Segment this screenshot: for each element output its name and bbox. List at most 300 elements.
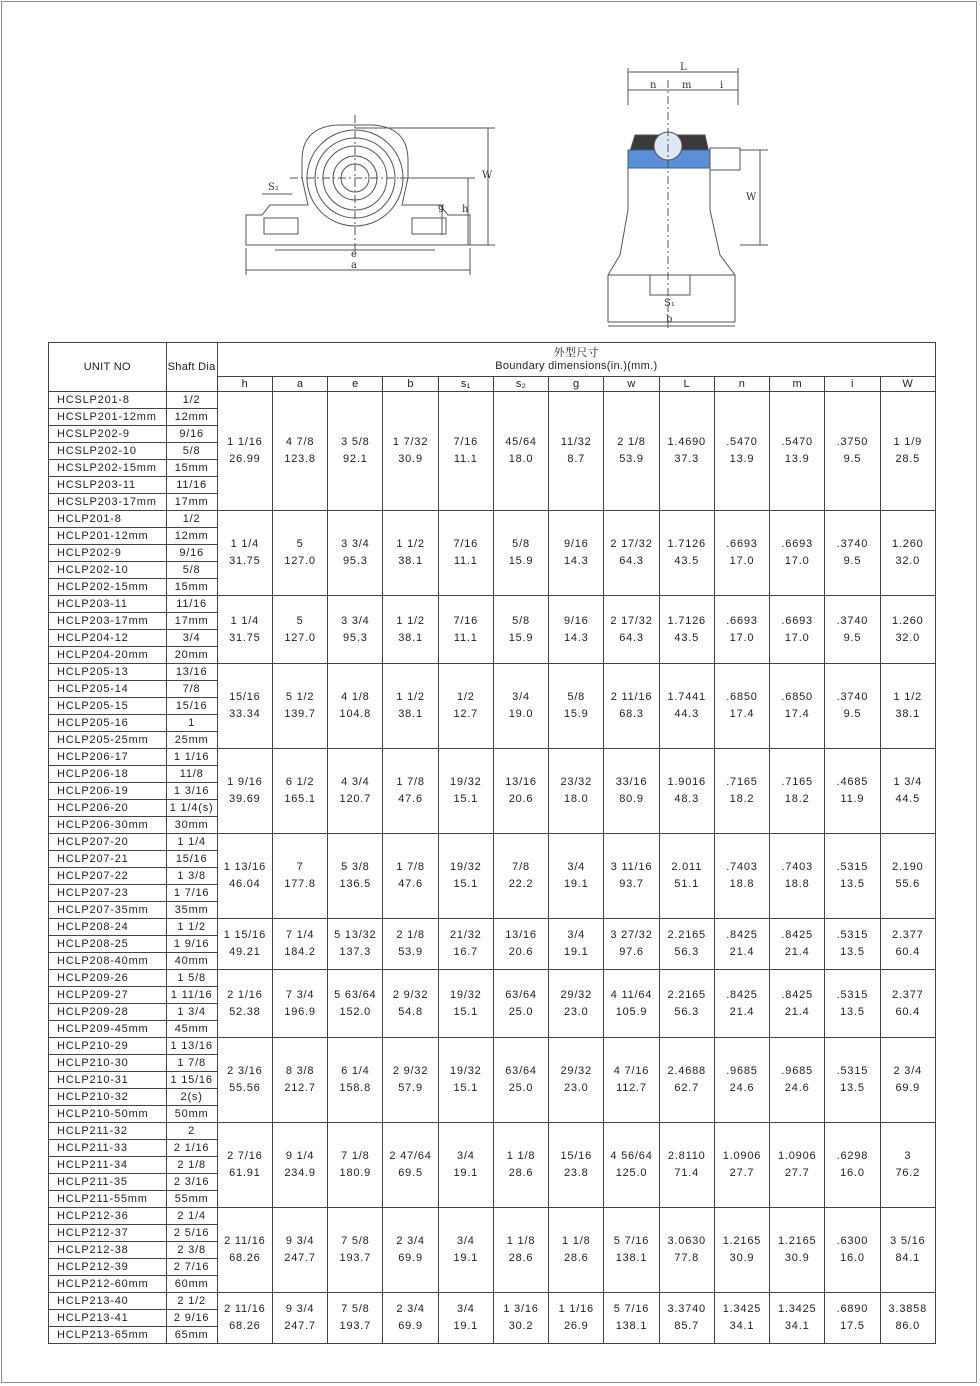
- dimension-mm: 18.0: [563, 793, 589, 805]
- dimension-inch: 9/16: [563, 538, 589, 550]
- dimension-mm: 26.99: [229, 453, 261, 465]
- dimension-inch: 1.2165: [722, 1235, 762, 1247]
- dim-header-1: a: [272, 377, 327, 392]
- dimension-mm: 9.5: [843, 708, 862, 720]
- dimension-mm: 68.3: [619, 708, 644, 720]
- dimension-cell: [825, 511, 880, 596]
- dimension-inch: 1 1/4: [230, 614, 260, 627]
- shaft-dia-cell: 1 3/16: [166, 783, 217, 800]
- dimension-mm: 61.91: [229, 1167, 261, 1179]
- unit-no-cell: HCLP211-55mm: [49, 1191, 167, 1208]
- boundary-header-cn: 外型尺寸: [553, 346, 599, 359]
- dimension-cell: [383, 1038, 438, 1123]
- dimension-inch: 3/4: [567, 861, 586, 873]
- dimension-inch: 2.4688: [667, 1065, 706, 1077]
- unit-no-cell: HCLP205-25mm: [49, 732, 167, 749]
- unit-no-cell: HCLP210-31: [49, 1072, 167, 1089]
- front-view: [246, 115, 495, 275]
- dimension-mm: 17.5: [840, 1320, 865, 1332]
- dim-header-3: b: [383, 377, 438, 392]
- dimension-cell: [549, 749, 604, 834]
- dimension-mm: 21.4: [784, 946, 810, 958]
- dimension-mm: 15.9: [508, 555, 534, 567]
- dimension-cell: [272, 392, 327, 511]
- label-L: L: [680, 62, 687, 73]
- dimension-inch: 7 5/8: [341, 1303, 370, 1315]
- dimension-cell: [272, 664, 327, 749]
- dimension-mm: 26.9: [563, 1320, 589, 1332]
- shaft-dia-cell: 25mm: [166, 732, 217, 749]
- unit-no-cell: HCLP205-13: [49, 664, 167, 681]
- dimension-cell: [493, 1123, 548, 1208]
- dimension-inch: 2 3/4: [396, 1303, 425, 1315]
- shaft-dia-cell: 12mm: [166, 528, 217, 545]
- dimension-mm: 18.2: [784, 793, 810, 805]
- dimension-mm: 16.0: [840, 1167, 865, 1179]
- dimension-mm: 14.3: [563, 631, 589, 644]
- bearing-unit-drawing: [230, 60, 770, 335]
- unit-no-cell: HCLP207-20: [49, 834, 167, 851]
- dimension-cell: [438, 511, 493, 596]
- dimension-inch: 5/8: [512, 614, 530, 627]
- dimension-inch: 2 11/16: [224, 1303, 266, 1315]
- dimension-inch: 1.9016: [667, 776, 706, 788]
- dimension-mm: 19.1: [453, 1320, 479, 1332]
- dimension-mm: 125.0: [615, 1167, 648, 1179]
- dimension-cell: [493, 1208, 548, 1293]
- dimension-inch: .9685: [781, 1065, 813, 1077]
- unit-no-cell: HCLP210-50mm: [49, 1106, 167, 1123]
- dimension-cell: [549, 1123, 604, 1208]
- dimension-mm: 34.1: [784, 1320, 810, 1332]
- dimension-inch: 1.260: [892, 614, 924, 627]
- dimension-inch: 19/32: [450, 861, 482, 873]
- shaft-dia-cell: 15mm: [166, 460, 217, 477]
- dimension-mm: 80.9: [619, 793, 644, 805]
- shaft-dia-cell: 11/16: [166, 596, 217, 613]
- unit-no-cell: HCLP213-41: [49, 1310, 167, 1327]
- dimension-inch: 1.260: [892, 538, 924, 550]
- dim-header-0: h: [217, 377, 272, 392]
- dimension-mm: 92.1: [343, 453, 368, 465]
- dimension-cell: [880, 596, 935, 664]
- unit-no-cell: HCLP205-16: [49, 715, 167, 732]
- unit-no-cell: HCLP207-22: [49, 868, 167, 885]
- dimension-mm: 247.7: [284, 1252, 316, 1264]
- dimension-cell: [328, 664, 383, 749]
- shaft-dia-cell: 45mm: [166, 1021, 217, 1038]
- dimension-inch: 1 15/16: [223, 929, 266, 941]
- dimension-mm: 44.3: [674, 708, 700, 720]
- dimension-inch: 2.2165: [667, 929, 706, 941]
- unit-no-cell: HCLP212-38: [49, 1242, 167, 1259]
- dimension-mm: 21.4: [729, 1005, 755, 1018]
- dimension-cell: [659, 1293, 714, 1344]
- dimension-cell: [880, 1208, 935, 1293]
- dim-header-9: n: [714, 377, 769, 392]
- dimension-inch: 2 7/16: [227, 1150, 263, 1162]
- dimension-inch: .9685: [726, 1065, 758, 1077]
- unit-no-cell: HCLP209-28: [49, 1004, 167, 1021]
- shaft-dia-cell: 9/16: [166, 426, 217, 443]
- dimension-mm: 60.4: [895, 946, 921, 958]
- unit-no-cell: HCLP211-34: [49, 1157, 167, 1174]
- dimension-cell: [438, 834, 493, 919]
- dimension-mm: 177.8: [284, 878, 316, 890]
- label-e: e: [351, 249, 357, 260]
- dimension-inch: 4 11/64: [610, 988, 653, 1001]
- unit-no-cell: HCLP207-35mm: [49, 902, 167, 919]
- unit-no-cell: HCLP211-33: [49, 1140, 167, 1157]
- dimension-cell: [770, 511, 825, 596]
- dimension-mm: 139.7: [284, 708, 316, 720]
- dimension-mm: 23.8: [563, 1167, 589, 1179]
- dimension-cell: [217, 834, 272, 919]
- unit-no-cell: HCLP208-24: [49, 919, 167, 936]
- dimension-cell: [714, 834, 769, 919]
- dimension-cell: [493, 392, 548, 511]
- dimension-inch: 29/32: [560, 988, 593, 1001]
- dimension-inch: 1.0906: [777, 1150, 817, 1162]
- dimension-cell: [272, 749, 327, 834]
- dimension-mm: 84.1: [895, 1252, 921, 1264]
- dimension-mm: 196.9: [284, 1005, 316, 1018]
- dimension-cell: [217, 919, 272, 970]
- dimension-inch: 1 1/8: [562, 1235, 591, 1247]
- dimension-cell: [438, 1038, 493, 1123]
- dimension-mm: 9.5: [843, 555, 862, 567]
- dimension-mm: 123.8: [284, 453, 316, 465]
- dimension-inch: 2.377: [892, 929, 924, 941]
- dimension-cell: [328, 749, 383, 834]
- dimension-cell: [825, 1038, 880, 1123]
- shaft-dia-cell: 5/8: [166, 562, 217, 579]
- dimension-inch: .6693: [781, 614, 813, 627]
- dimension-mm: 68.26: [229, 1252, 261, 1264]
- dimension-inch: 1.3425: [777, 1303, 817, 1315]
- dimension-mm: 54.8: [398, 1005, 423, 1018]
- dimension-mm: 13.5: [840, 1005, 865, 1018]
- dimension-inch: 2.377: [892, 988, 924, 1001]
- dimension-inch: 7/16: [453, 614, 479, 627]
- dimension-inch: 2 3/16: [227, 1065, 263, 1077]
- dimension-inch: 1 1/2: [893, 691, 922, 703]
- dimension-mm: 71.4: [674, 1167, 700, 1179]
- dimension-mm: 23.0: [563, 1082, 589, 1094]
- dimension-cell: [604, 392, 659, 511]
- dimension-cell: [714, 392, 769, 511]
- dimension-inch: 1 1/4: [230, 538, 260, 550]
- dimension-mm: 95.3: [343, 631, 368, 644]
- dimension-inch: 7/16: [453, 538, 479, 550]
- dimension-cell: [825, 392, 880, 511]
- dimension-cell: [714, 970, 769, 1038]
- dimension-cell: [825, 1123, 880, 1208]
- unit-no-cell: HCLP205-15: [49, 698, 167, 715]
- dimension-cell: [383, 1208, 438, 1293]
- dimension-inch: .6890: [836, 1303, 869, 1315]
- table-row: [49, 749, 936, 766]
- shaft-dia-cell: 1/2: [166, 511, 217, 528]
- dimension-mm: 193.7: [339, 1320, 372, 1332]
- table-row: [49, 1208, 936, 1225]
- dimension-inch: 9/16: [563, 614, 589, 627]
- shaft-dia-cell: 1 15/16: [166, 1072, 217, 1089]
- dimension-mm: 38.1: [398, 631, 423, 644]
- dimension-mm: 53.9: [619, 453, 644, 465]
- dimension-mm: 13.9: [784, 453, 810, 465]
- dimension-cell: [549, 392, 604, 511]
- boundary-header-en: Boundary dimensions(in.)(mm.): [495, 359, 658, 372]
- dimension-mm: 33.34: [229, 708, 261, 720]
- dimension-mm: 11.1: [453, 555, 478, 567]
- dimension-inch: 1.0906: [722, 1150, 762, 1162]
- table-row: [49, 1123, 936, 1140]
- dimension-mm: 15.1: [453, 793, 479, 805]
- dimension-mm: 19.1: [563, 946, 589, 958]
- dimension-mm: 24.6: [729, 1082, 755, 1094]
- dimension-inch: 19/32: [450, 988, 482, 1001]
- unit-no-cell: HCLP207-21: [49, 851, 167, 868]
- dimension-inch: 3 3/4: [341, 538, 370, 550]
- unit-no-cell: HCLP205-14: [49, 681, 167, 698]
- dimension-cell: [659, 970, 714, 1038]
- dimension-cell: [383, 664, 438, 749]
- table-row: [49, 664, 936, 681]
- dimension-mm: 19.1: [563, 878, 589, 890]
- dimension-inch: 6 1/4: [341, 1065, 370, 1077]
- dimension-mm: 30.9: [398, 453, 423, 465]
- shaft-dia-cell: 2 1/2: [166, 1293, 217, 1310]
- shaft-dia-cell: 3/4: [166, 630, 217, 647]
- dimension-inch: .8425: [726, 929, 758, 941]
- dimension-cell: [659, 834, 714, 919]
- dimension-mm: 38.1: [398, 555, 423, 567]
- shaft-dia-cell: 12mm: [166, 409, 217, 426]
- unit-no-cell: HCSLP202-9: [49, 426, 167, 443]
- dimension-inch: 3 3/4: [341, 614, 370, 627]
- dimension-cell: [604, 749, 659, 834]
- dimension-mm: 30.2: [508, 1320, 534, 1332]
- shaft-dia-cell: 55mm: [166, 1191, 217, 1208]
- shaft-dia-cell: 2 1/16: [166, 1140, 217, 1157]
- dimension-inch: 1 1/8: [506, 1235, 536, 1247]
- dimension-mm: 23.0: [563, 1005, 589, 1018]
- label-W-side: W: [746, 192, 757, 203]
- dimension-cell: [493, 970, 548, 1038]
- dimension-cell: [217, 664, 272, 749]
- dimension-mm: 18.0: [508, 453, 534, 465]
- dimension-inch: .3740: [836, 614, 869, 627]
- dimension-inch: 5 7/16: [613, 1235, 650, 1247]
- dimension-inch: 7 3/4: [285, 988, 315, 1001]
- dimension-cell: [770, 1038, 825, 1123]
- dimension-cell: [272, 1038, 327, 1123]
- dimension-cell: [659, 1208, 714, 1293]
- dimension-mm: 28.5: [895, 453, 921, 465]
- dimension-inch: .5315: [836, 929, 869, 941]
- dimension-mm: 17.4: [784, 708, 810, 720]
- dimension-cell: [604, 511, 659, 596]
- dimension-mm: 20.6: [508, 793, 534, 805]
- dimension-mm: 30.9: [784, 1252, 810, 1264]
- dimension-mm: 9.5: [843, 453, 862, 465]
- dimension-cell: [714, 596, 769, 664]
- dimension-mm: 52.38: [229, 1005, 261, 1018]
- dimension-cell: [438, 1208, 493, 1293]
- dimension-cell: [880, 919, 935, 970]
- dimension-cell: [272, 1293, 327, 1344]
- shaft-dia-cell: 50mm: [166, 1106, 217, 1123]
- table-row: [49, 919, 936, 936]
- label-g: g: [438, 202, 445, 213]
- dimension-cell: [604, 1293, 659, 1344]
- dimension-inch: .8425: [781, 988, 813, 1001]
- unit-no-cell: HCLP206-30mm: [49, 817, 167, 834]
- dimension-mm: 69.5: [398, 1167, 423, 1179]
- unit-no-cell: HCSLP202-15mm: [49, 460, 167, 477]
- dim-header-6: g: [549, 377, 604, 392]
- dimension-cell: [217, 1293, 272, 1344]
- dimension-inch: 3/4: [567, 929, 586, 941]
- dimension-mm: 127.0: [284, 631, 316, 644]
- dimension-cell: [549, 970, 604, 1038]
- dimension-cell: [880, 1038, 935, 1123]
- dimension-cell: [438, 664, 493, 749]
- dimension-mm: 165.1: [284, 793, 316, 805]
- dimension-mm: 76.2: [895, 1167, 921, 1179]
- dimension-cell: [549, 511, 604, 596]
- dimension-mm: 16.0: [840, 1252, 865, 1264]
- dimension-mm: 11.9: [840, 793, 865, 805]
- dimension-mm: 49.21: [229, 946, 261, 958]
- unit-no-cell: HCLP206-19: [49, 783, 167, 800]
- dimension-inch: 1 1/9: [893, 436, 922, 448]
- dimension-inch: 2 11/16: [610, 691, 653, 703]
- unit-no-cell: HCLP202-15mm: [49, 579, 167, 596]
- dimension-inch: 8 3/8: [285, 1065, 315, 1077]
- table-body: [49, 392, 936, 1344]
- dimension-mm: 27.7: [729, 1167, 755, 1179]
- dimension-mm: 77.8: [674, 1252, 700, 1264]
- shaft-dia-cell: 1 11/16: [166, 987, 217, 1004]
- dimension-cell: [659, 1038, 714, 1123]
- dimension-mm: 25.0: [508, 1082, 534, 1094]
- dimension-mm: 56.3: [674, 1005, 700, 1018]
- dimension-cell: [272, 970, 327, 1038]
- dimension-cell: [770, 1293, 825, 1344]
- dim-header-12: W: [880, 377, 935, 392]
- dimension-cell: [604, 834, 659, 919]
- dimension-cell: [272, 596, 327, 664]
- dimension-mm: 17.0: [784, 631, 810, 644]
- table-row: [49, 1038, 936, 1055]
- dimension-inch: 2.011: [671, 861, 703, 873]
- dimension-cell: [770, 596, 825, 664]
- dimension-inch: 2 11/16: [224, 1235, 266, 1247]
- dimension-inch: 3.0630: [667, 1235, 706, 1247]
- dimension-inch: 4 56/64: [610, 1150, 653, 1162]
- dim-header-11: i: [825, 377, 880, 392]
- shaft-dia-cell: 2 3/8: [166, 1242, 217, 1259]
- label-s2: S₂: [268, 182, 279, 193]
- dimension-mm: 9.5: [843, 631, 862, 644]
- dimension-inch: 3/4: [456, 1150, 475, 1162]
- dimension-cell: [825, 970, 880, 1038]
- unit-no-cell: HCLP209-27: [49, 987, 167, 1004]
- dimension-inch: 6 1/2: [285, 776, 315, 788]
- dimension-cell: [549, 1208, 604, 1293]
- dimension-mm: 17.0: [784, 555, 810, 567]
- label-h: h: [462, 204, 469, 215]
- dimension-inch: 5/8: [512, 538, 530, 550]
- dimension-mm: 184.2: [284, 946, 316, 958]
- dimension-inch: 5 13/32: [334, 929, 377, 941]
- dimension-inch: .5470: [726, 436, 758, 448]
- dimension-cell: [217, 970, 272, 1038]
- dimension-cell: [272, 834, 327, 919]
- dimension-mm: 69.9: [398, 1252, 423, 1264]
- dimension-inch: 2.190: [892, 861, 924, 873]
- shaft-dia-cell: 1 1/4(s): [166, 800, 217, 817]
- table-row: [49, 392, 936, 409]
- dimension-inch: 7 5/8: [341, 1235, 370, 1247]
- dimension-cell: [383, 834, 438, 919]
- dimension-cell: [604, 596, 659, 664]
- dimension-cell: [880, 1293, 935, 1344]
- dimension-cell: [825, 834, 880, 919]
- dimension-cell: [770, 1123, 825, 1208]
- dimension-cell: [328, 1038, 383, 1123]
- dimension-inch: 1 9/16: [227, 776, 263, 788]
- dimension-cell: [272, 511, 327, 596]
- dimension-cell: [272, 919, 327, 970]
- dimension-mm: 55.56: [229, 1082, 261, 1094]
- dimension-mm: 19.1: [453, 1167, 479, 1179]
- unit-no-cell: HCLP212-60mm: [49, 1276, 167, 1293]
- dimension-inch: 7 1/8: [341, 1150, 370, 1162]
- dimension-mm: 21.4: [729, 946, 755, 958]
- dimension-inch: .3740: [836, 691, 869, 703]
- dimension-mm: 13.5: [840, 946, 865, 958]
- dimension-mm: 68.26: [229, 1320, 261, 1332]
- dimension-inch: 9 3/4: [285, 1303, 315, 1315]
- dimension-inch: 5: [296, 538, 304, 550]
- dimension-inch: 4 1/8: [341, 691, 370, 703]
- dimension-cell: [825, 749, 880, 834]
- dimension-mm: 28.6: [508, 1252, 534, 1264]
- unit-no-cell: HCLP210-32: [49, 1089, 167, 1106]
- dimension-cell: [383, 919, 438, 970]
- dimension-cell: [604, 970, 659, 1038]
- shaft-dia-cell: 15/16: [166, 851, 217, 868]
- table-row: [49, 970, 936, 987]
- dimension-mm: 32.0: [895, 555, 921, 567]
- shaft-dia-cell: 20mm: [166, 647, 217, 664]
- dimension-inch: 23/32: [560, 776, 593, 788]
- dimension-cell: [770, 970, 825, 1038]
- dimension-cell: [493, 749, 548, 834]
- unit-no-cell: HCLP212-36: [49, 1208, 167, 1225]
- shaft-dia-cell: 1 5/8: [166, 970, 217, 987]
- shaft-dia-cell: 17mm: [166, 494, 217, 511]
- dimension-inch: 1 7/8: [396, 861, 425, 873]
- dimension-mm: 11.1: [453, 631, 478, 644]
- dimension-inch: 2 17/32: [610, 538, 653, 550]
- dimension-mm: 15.1: [453, 1005, 479, 1018]
- dimension-mm: 105.9: [615, 1005, 648, 1018]
- dimension-cell: [604, 919, 659, 970]
